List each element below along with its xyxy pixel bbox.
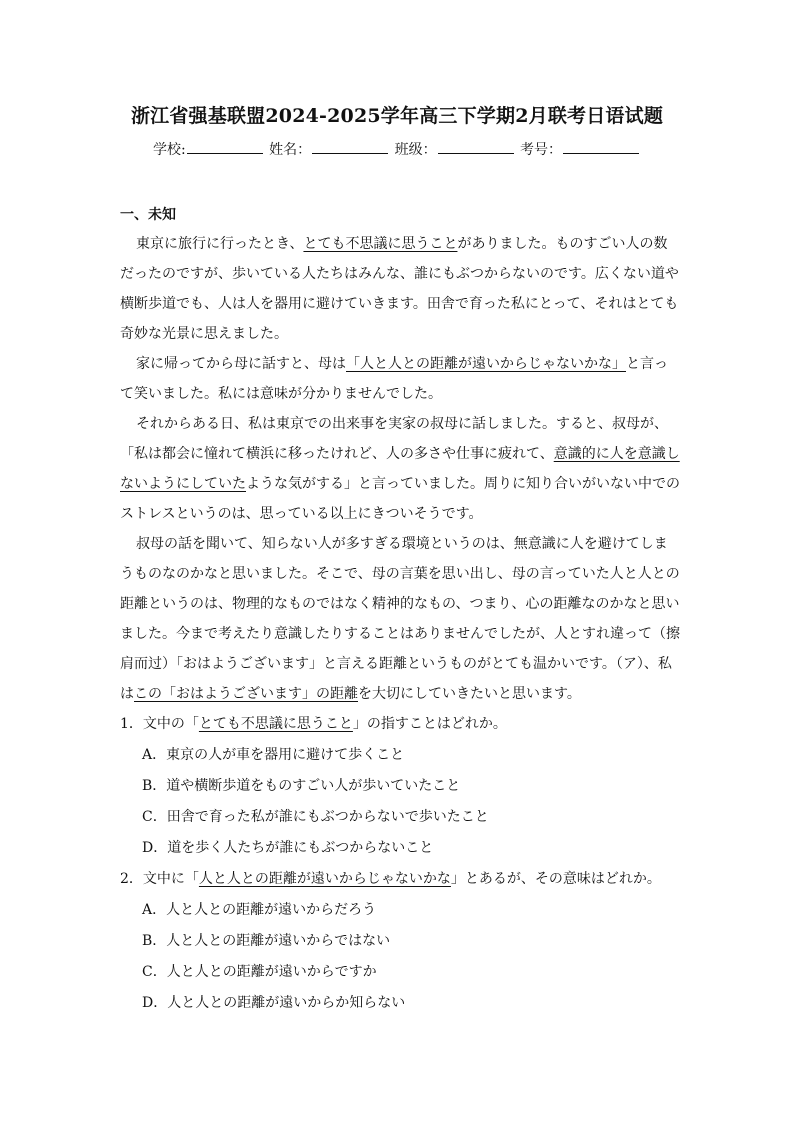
answer-option-b: B．道や横断歩道をものすごい人が歩いていたこと (142, 778, 461, 794)
question-stem (120, 709, 680, 740)
reading-passage (120, 229, 680, 709)
question-text: 2．文中に「 (120, 871, 199, 887)
question-stem (120, 864, 680, 895)
passage-line: て笑いました。私には意味が分かりませんでした。 (120, 386, 442, 402)
passage-line (120, 349, 680, 379)
exam-title: 浙江省强基联盟2024-2025学年高三下学期2月联考日语试题 (130, 105, 664, 127)
question-text: 」とあるが、その意味はどれか。 (450, 871, 661, 887)
passage-text: ような気がする」と言っていました。周りに知り合いがいない中での (246, 476, 680, 492)
section-title: 一、未知 (120, 207, 176, 223)
passage-line: 叔母の話を聞いて、知らない人が多すぎる環境というのは、無意識に人を避けてしま (136, 536, 668, 552)
question-text: 」の指すことはどれか。 (352, 716, 507, 732)
passage-line (120, 469, 680, 499)
passage-line (120, 439, 680, 469)
passage-text: がありました。ものすごい人の数 (457, 236, 668, 252)
underlined-text: 人と人との距離が遠いからじゃないかな (198, 871, 451, 887)
answer-option-a: A．人と人との距離が遠いからだろう (142, 902, 377, 918)
passage-line (120, 679, 680, 709)
answer-option-b: B．人と人との距離が遠いからではない (142, 933, 391, 949)
underlined-text: 「人と人との距離が遠いからじゃないかな」 (346, 356, 626, 372)
question-1 (120, 709, 680, 864)
passage-line: うものなのかなと思いました。そこで、母の言葉を思い出し、母の言っていた人と人との (120, 566, 680, 582)
passage-text: 「私は都会に憧れて横浜に移ったけれど、人の多さや仕事に疲れて、 (120, 446, 554, 462)
name-label: 姓名： (269, 142, 312, 158)
passage-text: 家に帰ってから母に話すと、母は (136, 356, 346, 372)
passage-line: それからある日、私は東京での出来事を実家の叔母に話しました。すると、叔母が、 (136, 416, 668, 432)
passage-text: は (120, 686, 134, 702)
answer-option-d: D．人と人との距離が遠いからか知らない (142, 995, 406, 1011)
passage-line: 奇妙な光景に思えました。 (120, 326, 288, 342)
passage-text: と言っ (626, 356, 668, 372)
passage-line: 肩而过）「おはようございます」と言える距離というものがとても温かいです。（ア）、私 (120, 656, 672, 672)
passage-text: 東京に旅行に行ったとき、 (136, 236, 304, 252)
passage-line: 横断歩道でも、人は人を器用に避けていきます。田舎で育った私にとって、それはとても (120, 296, 679, 312)
answer-option-c: C．人と人との距離が遠いからですか (142, 964, 377, 980)
exam-number-label: 考号： (520, 142, 563, 158)
exam-number-blank (563, 140, 639, 154)
passage-line (120, 229, 680, 259)
answer-option-a: A．東京の人が車を器用に避けて歩くこと (142, 747, 405, 763)
underlined-text: 意識的に人を意識し (553, 446, 680, 462)
school-label: 学校: (152, 142, 186, 158)
underlined-text: とても不思議に思うこと (303, 236, 458, 252)
school-blank (187, 140, 263, 154)
exam-body (120, 205, 680, 1019)
passage-line: だったのですが、歩いている人たちはみんな、誰にもぶつからないのです。広くない道や (120, 266, 679, 282)
student-info-line (0, 139, 794, 159)
question-text: 1．文中の「 (120, 716, 199, 732)
underlined-text: とても不思議に思うこと (198, 716, 353, 732)
question-2 (120, 864, 680, 1019)
answer-option-c: C．田舎で育った私が誰にもぶつからないで歩いたこと (142, 809, 489, 825)
class-label: 班级： (394, 142, 437, 158)
class-blank (438, 140, 514, 154)
underlined-text: この「おはようございます」の距離 (134, 686, 358, 702)
underlined-text: ないようにしていた (120, 476, 246, 492)
passage-line: ストレスというのは、思っている以上にきついそうです。 (120, 506, 483, 522)
passage-line: 距離というのは、物理的なものではなく精神的なもの、つまり、心の距離なのかなと思い (120, 596, 680, 612)
passage-line: ました。今まで考えたり意識したりすることはありませんでしたが、人とすれ違って（擦 (120, 626, 680, 642)
answer-option-d: D．道を歩く人たちが誰にもぶつからないこと (142, 840, 434, 856)
name-blank (312, 140, 388, 154)
passage-text: を大切にしていきたいと思います。 (358, 686, 581, 702)
